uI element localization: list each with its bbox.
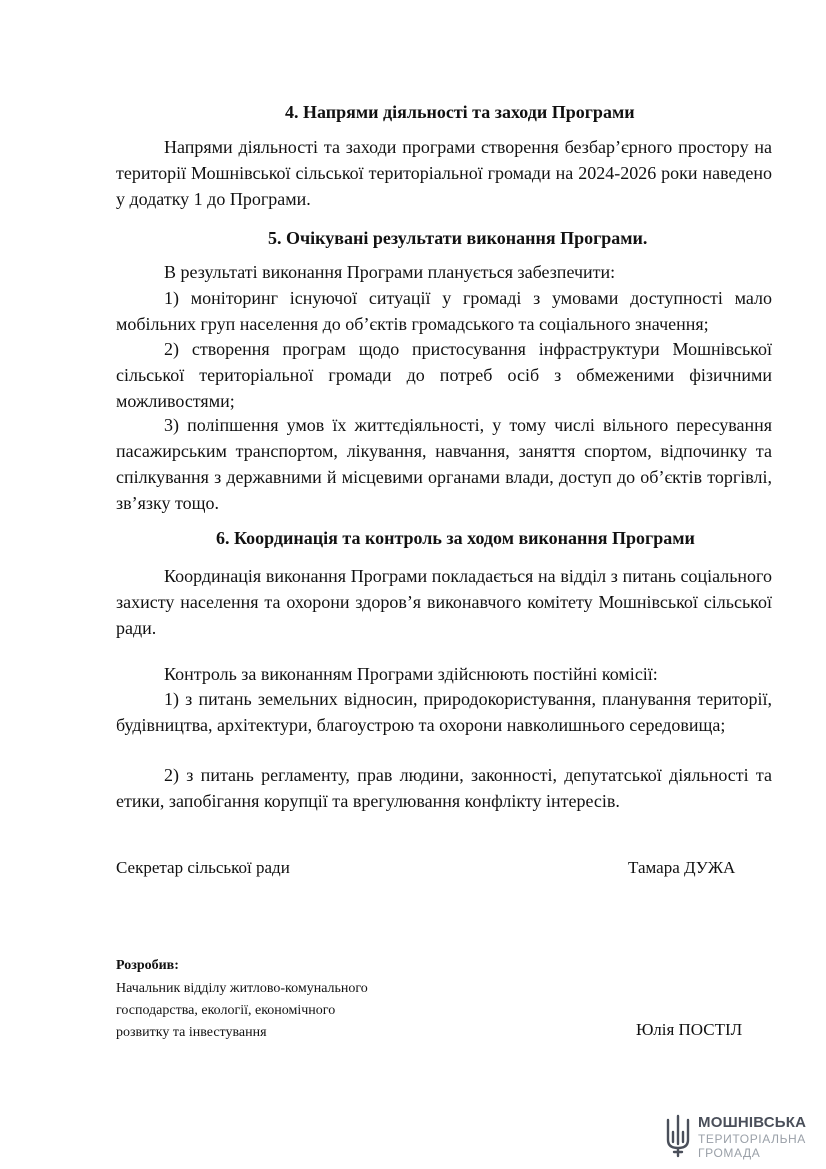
commission-2-text: 2) з питань регламенту, прав людини, законності, депутатської діяльності та етики, запобігання корупції та врегулювання конфлікту інтересів.: [116, 765, 772, 811]
section-5-title: 5. Очікувані результати виконання Програми.: [268, 228, 648, 248]
section-5-item-3-text: 3) поліпшення умов їх життєдіяльності, у тому числі вільного пересування пасажирським транспортом, лікування, навчання, заняття спортом, відпочинку та спілкування з державними й місцевими органами влади, доступ до об’єктів торгівлі, зв’язку тощо.: [116, 415, 772, 513]
logo-line-3: ГРОМАДА: [698, 1146, 761, 1160]
developer-position-line-1: Начальник відділу житлово-комунального: [116, 981, 368, 996]
section-5-item-2-text: 2) створення програм щодо пристосування інфраструктури Мошнівської сільської територіальної громади до потреб осіб з обмеженими фізичними можливостями;: [116, 339, 772, 411]
section-5-item-1: [116, 285, 772, 337]
section-5-item-3: [116, 412, 772, 516]
section-5-item-2: [116, 336, 772, 414]
section-6-coordination-text: Координація виконання Програми покладається на відділ з питань соціального захисту населення та охорони здоров’я виконавчого комітету Мошнівської сільської ради.: [116, 566, 772, 638]
commission-1-text: 1) з питань земельних відносин, природокористування, планування території, будівництва, архітектури, благоустрою та охорони навколишнього середовища;: [116, 689, 772, 735]
signature-position: Секретар сільської ради: [116, 858, 290, 877]
section-5-item-1-text: 1) моніторинг існуючої ситуації у громаді з умовами доступності мало мобільних груп населення до об’єктів громадського та соціального значення;: [116, 288, 772, 334]
section-6-control-intro: Контроль за виконанням Програми здійснюють постійні комісії:: [164, 664, 658, 684]
section-6-coordination: [116, 563, 772, 641]
developer-name: Юлія ПОСТІЛ: [636, 1020, 743, 1039]
commission-1: [116, 686, 772, 738]
logo-line-1: МОШНІВСЬКА: [698, 1114, 807, 1131]
developer-position-line-2: господарства, екології, економічного: [116, 1003, 336, 1018]
commission-2: [116, 762, 772, 814]
section-4-title: 4. Напрями діяльності та заходи Програми: [285, 102, 635, 122]
logo-line-2: ТЕРИТОРІАЛЬНА: [698, 1132, 806, 1146]
section-4-paragraph: [116, 134, 772, 214]
trident-icon: [664, 1114, 692, 1158]
signature-name: Тамара ДУЖА: [628, 858, 736, 877]
community-logo: [664, 1112, 814, 1160]
developer-position-line-3: розвитку та інвестування: [116, 1025, 267, 1040]
section-6-title: 6. Координація та контроль за ходом виконання Програми: [216, 528, 695, 548]
section-4-text: Напрями діяльності та заходи програми створення безбар’єрного простору на території Мошнівської сільської територіальної громади на 2024-2026 роки наведено у додатку 1 до Програми.: [116, 137, 772, 209]
section-5-intro: В результаті виконання Програми планується забезпечити:: [164, 262, 616, 282]
developer-label: Розробив:: [116, 958, 179, 973]
